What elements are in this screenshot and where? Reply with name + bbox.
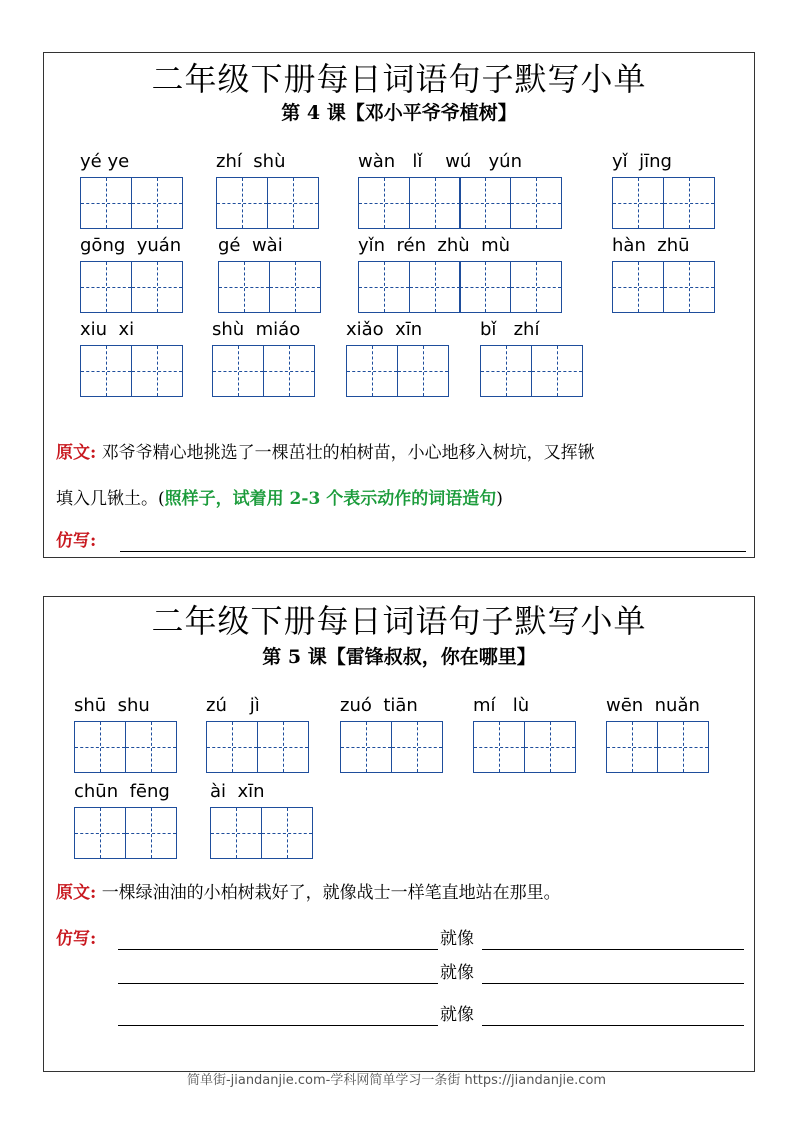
imitate-blank-1a[interactable] <box>118 949 438 950</box>
imitate-row <box>56 927 96 951</box>
pinyin-label: yé ye <box>80 151 130 172</box>
original-text: 邓爷爷精心地挑选了一棵茁壮的柏树苗，小心地移入树坑，又挥锹 <box>101 443 595 463</box>
pinyin-label: bǐ zhí <box>480 319 540 340</box>
imitate-label: 仿写: <box>56 929 97 949</box>
pinyin-label: hàn zhū <box>612 235 690 256</box>
imitate-blank-1b[interactable] <box>482 949 744 950</box>
tianzige-boxes <box>473 721 574 773</box>
pinyin-label: yǐn rén zhù mù <box>358 235 511 256</box>
imitate-row <box>56 529 96 553</box>
tianzige-cell[interactable] <box>473 721 525 773</box>
tianzige-cell[interactable] <box>212 345 264 397</box>
tianzige-cell[interactable] <box>480 345 532 397</box>
tianzige-boxes <box>612 177 713 229</box>
pinyin-label: shù miáo <box>212 319 301 340</box>
tianzige-cell[interactable] <box>257 721 309 773</box>
pinyin-label: xiǎo xīn <box>346 319 423 340</box>
tianzige-cell[interactable] <box>346 345 398 397</box>
pinyin-label: zhí shù <box>216 151 286 172</box>
tianzige-boxes <box>612 261 713 313</box>
tianzige-cell[interactable] <box>80 345 132 397</box>
tianzige-cell[interactable] <box>397 345 449 397</box>
pinyin-label: wēn nuǎn <box>606 695 700 716</box>
tianzige-cell[interactable] <box>524 721 576 773</box>
pinyin-label: zuó tiān <box>340 695 418 716</box>
tianzige-cell[interactable] <box>612 177 664 229</box>
tianzige-cell[interactable] <box>663 261 715 313</box>
worksheet-title: 二年级下册每日词语句子默写小单 <box>151 602 647 640</box>
tianzige-boxes <box>80 345 181 397</box>
tianzige-cell[interactable] <box>210 807 262 859</box>
jiuxiang-3: 就像 <box>440 1005 474 1025</box>
tianzige-cell[interactable] <box>125 721 177 773</box>
imitate-label: 仿写: <box>56 531 97 551</box>
footer-watermark: 简单街-jiandanjie.com-学科网简单学习一条街 https://jiandanjie.com <box>186 1073 607 1088</box>
pinyin-label: shū shu <box>74 695 150 716</box>
pinyin-label: xiu xi <box>80 319 135 340</box>
tianzige-cell[interactable] <box>409 261 461 313</box>
tianzige-cell[interactable] <box>131 345 183 397</box>
tianzige-cell[interactable] <box>358 261 410 313</box>
tianzige-cell[interactable] <box>267 177 319 229</box>
tianzige-cell[interactable] <box>409 177 461 229</box>
tianzige-cell[interactable] <box>340 721 392 773</box>
tianzige-boxes <box>206 721 307 773</box>
imitate-blank-2a[interactable] <box>118 983 438 984</box>
pinyin-label: ài xīn <box>210 781 265 802</box>
tianzige-cell[interactable] <box>74 807 126 859</box>
tianzige-boxes <box>346 345 447 397</box>
instruction-close: ) <box>496 489 503 509</box>
tianzige-boxes <box>210 807 311 859</box>
tianzige-cell[interactable] <box>510 261 562 313</box>
original-text-cont: 填入几锹土。( <box>56 489 165 509</box>
tianzige-cell[interactable] <box>358 177 410 229</box>
jiuxiang-1: 就像 <box>440 929 474 949</box>
tianzige-cell[interactable] <box>218 261 270 313</box>
tianzige-boxes <box>80 261 181 313</box>
pinyin-label: mí lù <box>473 695 530 716</box>
tianzige-boxes <box>358 261 560 313</box>
tianzige-boxes <box>358 177 560 229</box>
tianzige-cell[interactable] <box>131 261 183 313</box>
worksheet-title: 二年级下册每日词语句子默写小单 <box>151 60 647 98</box>
tianzige-cell[interactable] <box>663 177 715 229</box>
tianzige-boxes <box>216 177 317 229</box>
pinyin-label: yǐ jīng <box>612 151 672 172</box>
tianzige-cell[interactable] <box>391 721 443 773</box>
lesson-subtitle: 第 4 课【邓小平爷爷植树】 <box>281 102 517 124</box>
pinyin-label: gōng yuán <box>80 235 182 256</box>
tianzige-boxes <box>212 345 313 397</box>
tianzige-cell[interactable] <box>612 261 664 313</box>
tianzige-boxes <box>340 721 441 773</box>
imitate-blank-3b[interactable] <box>482 1025 744 1026</box>
tianzige-boxes <box>218 261 319 313</box>
tianzige-boxes <box>74 807 175 859</box>
lesson-subtitle: 第 5 课【雷锋叔叔，你在哪里】 <box>262 646 536 668</box>
worksheet-card-lesson-4 <box>43 52 755 558</box>
tianzige-cell[interactable] <box>510 177 562 229</box>
instruction-text: 照样子，试着用 2-3 个表示动作的词语造句 <box>164 489 497 509</box>
tianzige-boxes <box>606 721 707 773</box>
tianzige-cell[interactable] <box>459 261 511 313</box>
tianzige-cell[interactable] <box>206 721 258 773</box>
tianzige-cell[interactable] <box>125 807 177 859</box>
original-sentence-line-1 <box>56 441 595 465</box>
jiuxiang-2: 就像 <box>440 963 474 983</box>
original-sentence-line-2 <box>56 487 503 511</box>
tianzige-cell[interactable] <box>263 345 315 397</box>
tianzige-cell[interactable] <box>606 721 658 773</box>
imitate-blank-3a[interactable] <box>118 1025 438 1026</box>
tianzige-cell[interactable] <box>216 177 268 229</box>
tianzige-cell[interactable] <box>80 261 132 313</box>
tianzige-cell[interactable] <box>269 261 321 313</box>
tianzige-cell[interactable] <box>131 177 183 229</box>
original-label: 原文: <box>56 443 97 463</box>
original-sentence-line <box>56 881 561 905</box>
original-text: 一棵绿油油的小柏树栽好了，就像战士一样笔直地站在那里。 <box>101 883 561 903</box>
tianzige-boxes <box>74 721 175 773</box>
tianzige-cell[interactable] <box>261 807 313 859</box>
imitate-blank-2b[interactable] <box>482 983 744 984</box>
tianzige-boxes <box>480 345 581 397</box>
pinyin-label: gé wài <box>218 235 283 256</box>
tianzige-cell[interactable] <box>80 177 132 229</box>
tianzige-cell[interactable] <box>74 721 126 773</box>
pinyin-label: zú jì <box>206 695 260 716</box>
imitate-answer-line[interactable] <box>120 551 746 552</box>
tianzige-cell[interactable] <box>459 177 511 229</box>
tianzige-cell[interactable] <box>657 721 709 773</box>
worksheet-card-lesson-5 <box>43 596 755 1072</box>
pinyin-label: wàn lǐ wú yún <box>358 151 522 172</box>
tianzige-boxes <box>80 177 181 229</box>
pinyin-label: chūn fēng <box>74 781 170 802</box>
tianzige-cell[interactable] <box>531 345 583 397</box>
original-label: 原文: <box>56 883 97 903</box>
